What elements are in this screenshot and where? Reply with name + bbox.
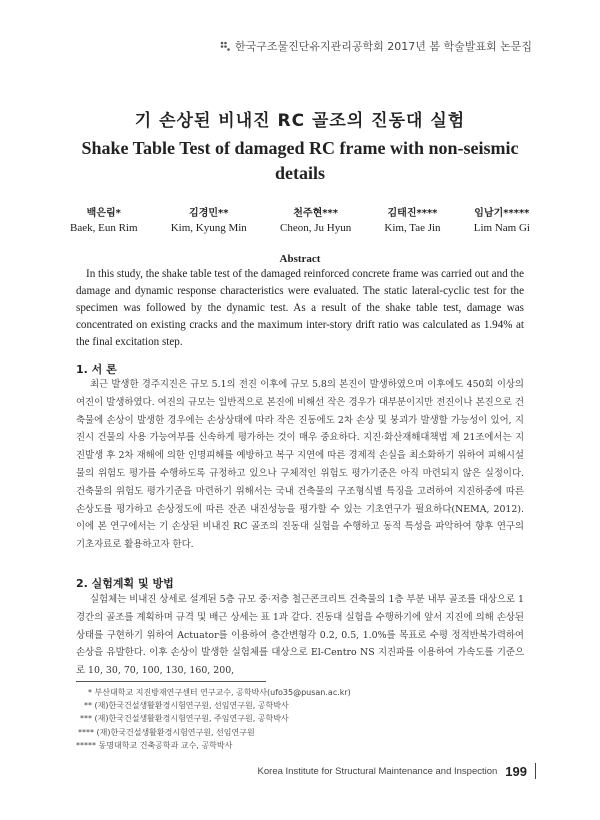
author-name-english: Kim, Kyung Min — [170, 222, 247, 234]
section-heading: 1. 서 론 — [76, 363, 117, 376]
footnote: ***** 동명대학교 건축공학과 교수, 공학박사 — [76, 740, 233, 750]
author-name-english: Baek, Eun Rim — [70, 222, 138, 234]
section-body: 실험체는 비내진 상세로 설계된 5층 규모 중·저층 철근콘크리트 건축물의 1층 부분 내부 골조를 대상으로 1경간의 골조를 계획하며 규격 및 배근 상세는 표 1과 같다. 진동대 실험을 수행하기에 앞서 지진에 의해 손상된 상태를 구현하기 위하여 Actuator를 이용하여 층간변형각 0.2, 0.5, 1.0%를 목표로 수평 정적반복가력하여 손상을 유발한다. 이후 손상이 발생한 실험체를 대상으로 El-Centro NS 지진파를 이용하여 가속도를 기준으로 10, 30, 70, 100, 130, 160, 200, — [76, 594, 524, 677]
author-name-korean: 임남기***** — [474, 208, 530, 219]
author — [280, 204, 351, 234]
footnote: *** (재)한국건설생활환경시험연구원, 주임연구원, 공학박사 — [80, 714, 289, 724]
footnote: **** (재)한국건설생활환경시험연구원, 선임연구원 — [78, 727, 255, 737]
footer-divider — [535, 763, 536, 779]
author — [474, 204, 530, 234]
footer-institute: Korea Institute for Structural Maintenance and Inspection — [257, 765, 498, 777]
footnote-divider — [76, 681, 266, 682]
page-number: 199 — [505, 763, 527, 779]
footnote-list — [76, 686, 476, 752]
decorative-dots-icon — [220, 41, 230, 51]
title-korean: 기 손상된 비내진 RC 골조의 진동대 실험 — [134, 111, 466, 131]
page-footer — [258, 763, 536, 779]
author-name-korean: 김태진**** — [387, 208, 438, 219]
author-list — [70, 204, 530, 234]
footnote: * 부산대학교 지진방재연구센터 연구교수, 공학박사(ufo35@pusan.ac.kr) — [88, 688, 351, 697]
title-english: Shake Table Test of damaged RC frame with non-seismic details — [81, 138, 519, 183]
author — [70, 204, 138, 234]
author — [171, 204, 247, 234]
author-name-english: Cheon, Ju Hyun — [280, 222, 352, 234]
journal-name: 한국구조물진단유지관리공학회 2017년 봄 학술발표회 논문집 — [234, 40, 532, 53]
abstract-heading: Abstract — [279, 253, 321, 265]
author-name-korean: 백은림* — [86, 208, 121, 219]
journal-header — [220, 38, 532, 54]
section-heading: 2. 실험계획 및 방법 — [76, 577, 174, 590]
footnote: ** (재)한국건설생활환경시험연구원, 선임연구원, 공학박사 — [84, 701, 289, 711]
author-name-english: Lim Nam Gi — [473, 222, 530, 234]
author-name-korean: 김경민** — [189, 208, 229, 219]
author-name-english: Kim, Tae Jin — [384, 222, 441, 234]
abstract-text: In this study, the shake table test of the damaged reinforced concrete frame was carried out and the damage and dynamic response characteristics were evaluated. The static lateral-cyclic test for the specimen was followed by the dynamic test. As a result of the shake table test, damage was concentrated on existing cracks and the maximum inter-story drift ratio was calculated as 1.94% at the final excitation step. — [76, 268, 524, 348]
section-body: 최근 발생한 경주지진은 규모 5.1의 전진 이후에 규모 5.8의 본진이 발생하였으며 이후에도 450회 이상의 여진이 발생하였다. 여진의 규모는 일반적으로 본진에 비해선 작은 경우가 대부분이지만 전진이나 본진으로 건축물에 손상이 발생한 경우에는 손상상태에 따라 작은 진동에도 2차 손상 및 붕괴가 발생할 가능성이 있어, 지진시 건물의 사용 가능여부를 신속하게 평가하는 것이 매우 중요하다. 지진·화산재해대책법 제 21조에서는 지진발생 후 2차 재해에 의한 인명피해를 예방하고 복구 지연에 따른 경제적 손실을 최소화하기 위하여 피해시설물의 위험도 평가를 수행하도록 규정하고 있으나 구체적인 위험도 평가기준은 아직 마련되지 않은 실정이다. 건축물의 위험도 평가기준을 마련하기 위해서는 국내 건축물의 구조형식별 특징을 고려하여 지진하중에 따른 손상도를 평가하고 손상정도에 따른 잔존 내진성능을 평가할 수 있는 기초연구가 필요하다(NEMA, 2012). 이에 본 연구에서는 기 손상된 비내진 RC 골조의 진동대 실험을 수행하고 동적 특성을 파악하여 향후 연구의 기초자료로 활용하고자 한다. — [76, 379, 524, 551]
author — [384, 204, 440, 234]
author-name-korean: 천주현*** — [293, 208, 338, 219]
